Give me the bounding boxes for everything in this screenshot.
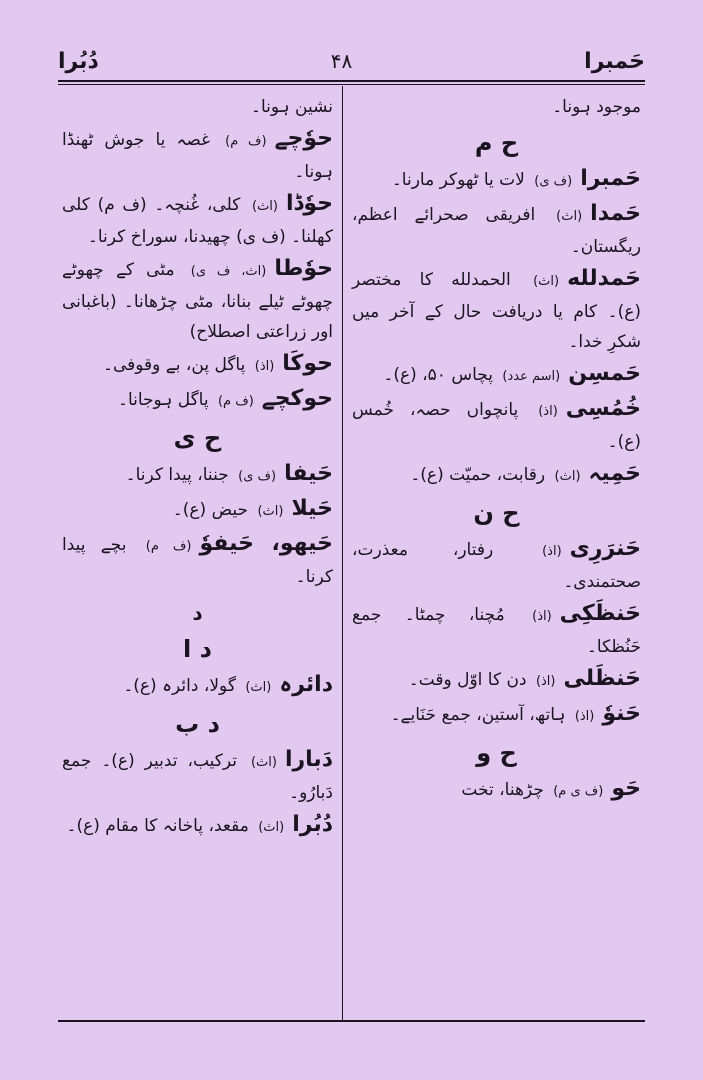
grammar-tag: (ف م) [145, 539, 192, 554]
dictionary-entry [352, 164, 641, 197]
headword: خُمُسِی [565, 396, 642, 421]
dictionary-entry [352, 394, 641, 457]
headword: دائرہ [279, 672, 333, 697]
headword: دُبُرا [292, 812, 333, 837]
dictionary-entry [62, 529, 333, 592]
definition: گولا، دائرہ (ع)۔ [123, 676, 236, 696]
definition: ترکیب، تدبیر (ع)۔ جمع دَبارُو۔ [62, 751, 333, 803]
dictionary-entry [352, 264, 641, 357]
definition: جننا، پیدا کرنا۔ [125, 465, 229, 485]
definition: رفتار، معذرت، صحتمندی۔ [352, 540, 641, 592]
section-heading: ح م [474, 129, 519, 157]
definition: پانچواں حصہ، خُمس (ع)۔ [352, 400, 641, 452]
headword: حَمدلله [567, 266, 641, 291]
dictionary-entry [62, 349, 333, 382]
grammar-tag: (اث) [257, 504, 284, 519]
column-divider [342, 86, 343, 1020]
grammar-tag: (ف ی م) [553, 784, 604, 799]
definition: افریقی صحرائے اعظم، ریگستان۔ [352, 205, 641, 257]
definition: حیض (ع)۔ [172, 500, 249, 520]
dictionary-entry [352, 774, 641, 807]
continuation-text: موجود ہونا۔ [552, 97, 641, 117]
headword: حوٗطا [274, 256, 333, 281]
definition: مُچنا، چمٹا۔ جمع حَنُظکا۔ [352, 605, 641, 657]
grammar-tag: (ف م) [225, 134, 267, 149]
headword: حَنظَکِی [559, 601, 641, 626]
header-rule-thin [58, 84, 645, 85]
dictionary-entry [352, 459, 641, 492]
grammar-tag: (ف م) [217, 394, 254, 409]
definition: رقابت، حمیّت (ع)۔ [410, 465, 546, 485]
definition: کلی، غُنچہ۔ (ف م) کلی کھلنا۔ (ف ی) چھیدنا، سوراخ کرنا۔ [62, 195, 333, 247]
definition: چڑھنا، تخت [461, 780, 544, 800]
definition: پچاس ۵۰، (ع)۔ [383, 365, 493, 385]
dictionary-entry [62, 670, 333, 703]
grammar-tag: (اذ) [542, 544, 562, 559]
dictionary-entry [352, 699, 641, 732]
grammar-tag: (اذ) [254, 359, 275, 374]
definition: پاگل پن، بے وقوفی۔ [103, 355, 246, 375]
grammar-tag: (اذ) [535, 674, 556, 689]
grammar-tag: (ف ی) [534, 174, 573, 189]
dictionary-entry [62, 124, 333, 187]
headword: حوکچے [261, 386, 333, 411]
definition: بچے پیدا کرنا۔ [62, 535, 333, 587]
headword: حَیھو، حَیفوٗ [199, 531, 333, 556]
dictionary-entry [352, 359, 641, 392]
dictionary-entry [62, 745, 333, 808]
headword: حَمِیہ [588, 461, 641, 486]
headword: حَمبرا [580, 166, 641, 191]
section-heading: د ا [183, 635, 212, 663]
grammar-tag: (اث) [245, 680, 272, 695]
right-column [352, 92, 641, 809]
headword: حَیلا [291, 496, 333, 521]
dictionary-entry [62, 384, 333, 417]
section-heading: ح ن [473, 499, 520, 527]
letter-heading: د [192, 601, 203, 625]
headword: حَمدا [590, 201, 642, 226]
definition: غصہ یا جوش ٹھنڈا ہونا۔ [62, 130, 333, 182]
headword: حوکَا [282, 351, 333, 376]
grammar-tag: (اث) [533, 274, 560, 289]
section-heading: ح و [476, 739, 517, 767]
grammar-tag: (اث) [556, 209, 583, 224]
running-head [58, 44, 645, 78]
grammar-tag: (اث) [250, 755, 277, 770]
definition: دن کا اوّل وقت۔ [408, 670, 527, 690]
definition: لات یا ٹھوکر مارنا۔ [391, 170, 525, 190]
dictionary-entry [62, 810, 333, 843]
definition: پاگل ہوجانا۔ [117, 390, 209, 410]
dictionary-entry [62, 254, 333, 347]
headword: حوٗچے [274, 126, 333, 151]
grammar-tag: (اث) [252, 199, 278, 214]
grammar-tag: (اث) [258, 820, 285, 835]
dictionary-entry [62, 459, 333, 492]
header-right-word: حَمبرا [584, 48, 645, 74]
left-column [62, 92, 333, 845]
section-heading: د ب [175, 710, 220, 738]
headword: دَبارا [284, 747, 333, 772]
headword: حَنوٗ [602, 701, 641, 726]
headword: حوٗڈا [286, 191, 333, 216]
headword: حَمسِن [568, 361, 641, 386]
grammar-tag: (ف ی) [238, 469, 277, 484]
dictionary-entry [352, 199, 641, 262]
headword: حَو [611, 776, 641, 801]
header-rule [58, 80, 645, 82]
grammar-tag: (اذ) [532, 609, 552, 624]
headword: حَنرَرِی [569, 536, 641, 561]
dictionary-entry [352, 534, 641, 597]
dictionary-entry [352, 664, 641, 697]
header-left-word: دُبُرا [58, 48, 99, 74]
definition: الحمدلله کا مختصر (ع)۔ کام یا دریافت حال کے آخر میں شکرِ خدا۔ [352, 270, 641, 352]
grammar-tag: (اث، ف ی) [190, 264, 267, 279]
page-number: ۴۸ [330, 49, 353, 73]
dictionary-entry [62, 189, 333, 252]
grammar-tag: (اث) [554, 469, 581, 484]
footer-rule [58, 1020, 645, 1022]
grammar-tag: (اسم عدد) [502, 369, 561, 384]
headword: حَنظَلی [563, 666, 641, 691]
section-heading: ح ی [173, 424, 222, 452]
dictionary-entry [62, 494, 333, 527]
definition: مقعد، پاخانہ کا مقام (ع)۔ [66, 816, 249, 836]
grammar-tag: (اذ) [574, 709, 595, 724]
continuation-text: نشین ہونا۔ [251, 97, 333, 117]
definition: مٹی کے چھوٹے چھوٹے ٹیلے بنانا، مٹی چڑھانا۔ (باغبانی اور زراعتی اصطلاح) [62, 260, 333, 342]
dictionary-entry [352, 599, 641, 662]
definition: ہاتھ، آستین، جمع حَنَایے۔ [390, 705, 566, 725]
headword: حَیفا [284, 461, 333, 486]
grammar-tag: (اذ) [538, 404, 558, 419]
